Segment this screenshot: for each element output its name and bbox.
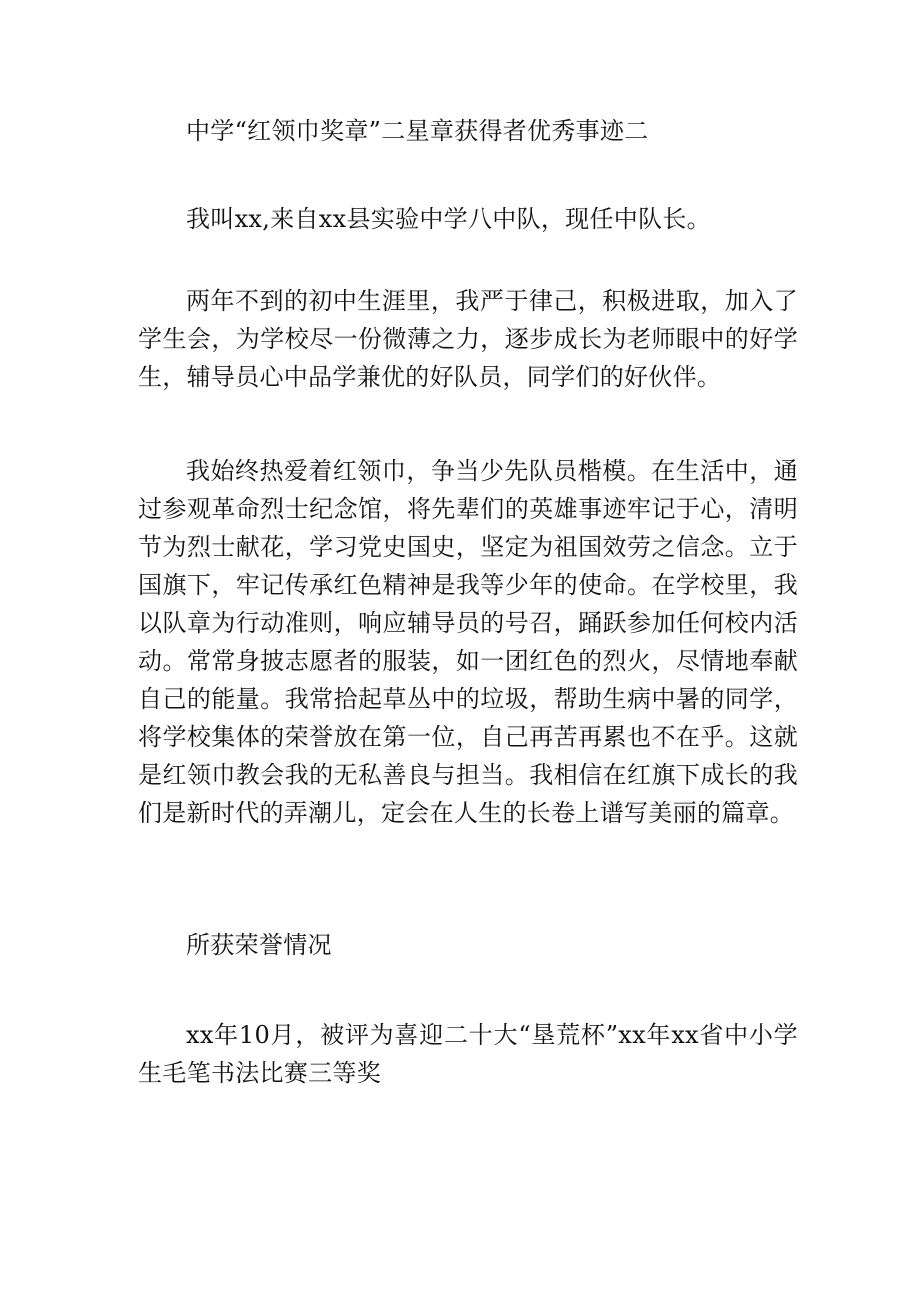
intro-paragraph: 我叫xx,来自xx县实验中学八中队，现任中队长。 xyxy=(186,205,711,233)
red-scarf-paragraph: 我始终热爱着红领巾，争当少先队员楷模。在生活中，通过参观革命烈士纪念馆，将先辈们的英雄事迹牢记于心，清明节为烈士献花，学习党史国史，坚定为祖国效劳之信念。立于国旗下，牢记传承红色精神是我等少年的使命。在学校里，我以队章为行动准则，响应辅导员的号召，踊跃参加任何校内活动。常常身披志愿者的服装，如一团红色的烈火，尽情地奉献自己的能量。我常拾起草丛中的垃圾，帮助生病中暑的同学，将学校集体的荣誉放在第一位，自己再苦再累也不在乎。这就是红领巾教会我的无私善良与担当。我相信在红旗下成长的我们是新时代的弄潮儿，定会在人生的长卷上谱写美丽的篇章。 xyxy=(138,457,798,827)
growth-paragraph: 两年不到的初中生涯里，我严于律己，积极进取，加入了学生会，为学校尽一份微薄之力，逐步成长为老师眼中的好学生，辅导员心中品学兼优的好队员，同学们的好伙伴。 xyxy=(138,287,798,391)
document-title: 中学“红领巾奖章”二星章获得者优秀事迹二 xyxy=(186,117,649,145)
honor-item: xx年10月，被评为喜迎二十大“垦荒杯”xx年xx省中小学生毛笔书法比赛三等奖 xyxy=(138,1021,798,1087)
honors-heading: 所获荣誉情况 xyxy=(186,931,332,959)
